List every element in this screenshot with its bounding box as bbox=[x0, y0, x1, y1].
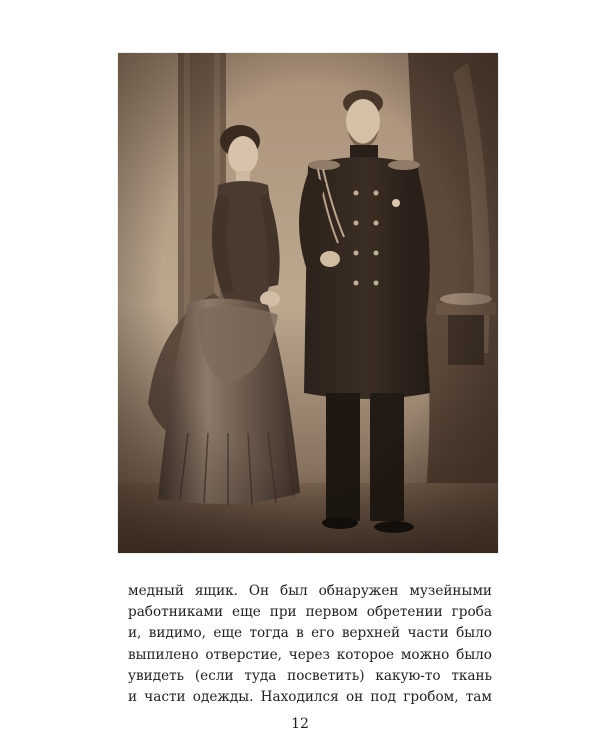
word: ткань bbox=[451, 667, 492, 684]
word: он bbox=[345, 688, 364, 705]
word: отверстие, bbox=[205, 646, 282, 663]
word: гробом, bbox=[403, 688, 459, 705]
body-text-line bbox=[128, 602, 492, 623]
word: был bbox=[280, 583, 308, 599]
word: какую-то bbox=[375, 667, 441, 684]
word: в bbox=[296, 625, 304, 642]
word: гроба bbox=[451, 604, 492, 621]
word: части bbox=[144, 688, 186, 705]
word: еще bbox=[213, 625, 243, 642]
page-number: 12 bbox=[291, 716, 309, 732]
word: туда bbox=[244, 667, 277, 684]
word: еще bbox=[232, 604, 261, 621]
word: было bbox=[456, 646, 492, 663]
word: (если bbox=[194, 667, 234, 684]
word: первом bbox=[305, 604, 358, 621]
word: его bbox=[311, 625, 335, 642]
word: и bbox=[128, 688, 138, 705]
word: под bbox=[370, 688, 397, 705]
word: части bbox=[407, 625, 449, 642]
word: видимо, bbox=[148, 625, 206, 642]
word: ящик. bbox=[194, 583, 238, 599]
word: верхней bbox=[341, 625, 401, 642]
historical-photograph bbox=[118, 53, 498, 553]
body-text bbox=[128, 581, 492, 708]
word: одежды. bbox=[192, 688, 254, 705]
word: увидеть bbox=[128, 667, 185, 684]
word: через bbox=[288, 646, 330, 663]
word: и, bbox=[128, 625, 142, 642]
word: работниками bbox=[128, 604, 224, 621]
word: обретении bbox=[366, 604, 443, 621]
body-text-line bbox=[128, 581, 492, 602]
word: которое bbox=[336, 646, 395, 663]
word: было bbox=[456, 625, 492, 642]
word: выпилено bbox=[128, 646, 199, 663]
word: обнаружен bbox=[318, 583, 399, 599]
word: можно bbox=[400, 646, 450, 663]
body-text-line bbox=[128, 623, 492, 644]
word: музейными bbox=[409, 583, 492, 599]
word: тогда bbox=[249, 625, 289, 642]
word: медный bbox=[128, 583, 184, 599]
word: Находился bbox=[260, 688, 339, 705]
word: Он bbox=[248, 583, 270, 599]
body-text-line bbox=[128, 687, 492, 708]
body-text-line bbox=[128, 666, 492, 687]
body-text-line bbox=[128, 645, 492, 666]
word: посветить) bbox=[287, 667, 365, 684]
word: при bbox=[269, 604, 297, 621]
word: там bbox=[465, 688, 492, 705]
sepia-portrait-illustration bbox=[118, 53, 498, 553]
